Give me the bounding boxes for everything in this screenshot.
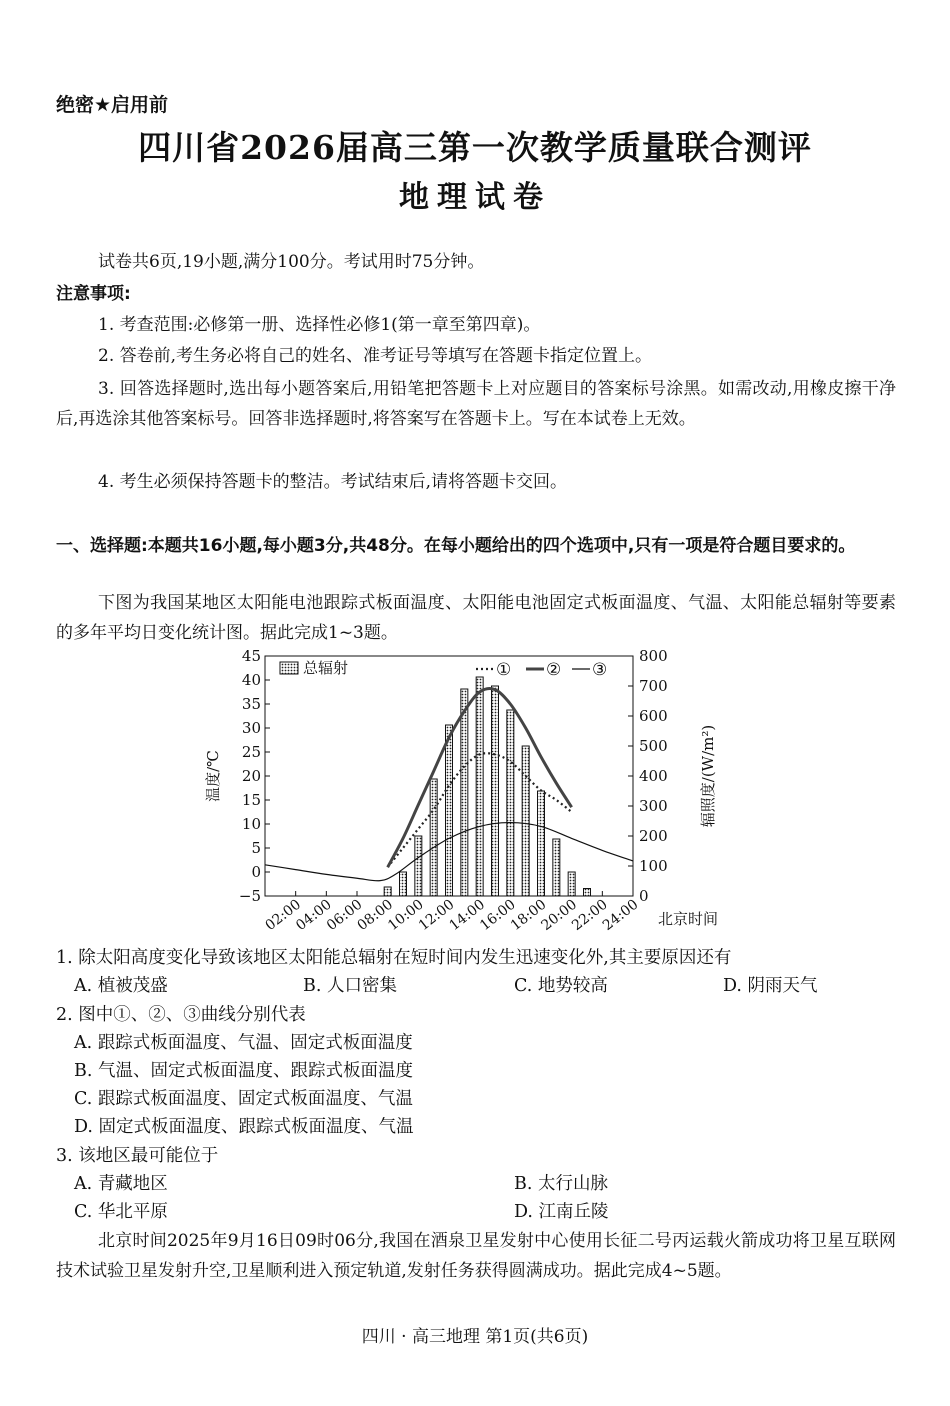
right-tick-label: 0 (639, 887, 649, 905)
passage-4-5: 北京时间2025年9月16日09时06分,我国在酒泉卫星发射中心使用长征二号丙运载火箭成功将卫星互联网技术试验卫星发射升空,卫星顺利进入预定轨道,发射任务获得圆满成功。据此完成4~5题。 (56, 1231, 896, 1281)
radiation-bar (415, 836, 422, 896)
right-tick-label: 800 (639, 648, 668, 665)
q1-option-d: D. 阴雨天气 (723, 976, 818, 996)
q3-option-c: C. 华北平原 (74, 1202, 168, 1222)
q2-option-c: C. 跟踪式板面温度、固定式板面温度、气温 (74, 1089, 413, 1109)
page-footer: 四川 · 高三地理 第1页(共6页) (361, 1327, 589, 1347)
note-item-2: 2. 答卷前,考生务必将自己的姓名、准考证号等填写在答题卡指定位置上。 (98, 346, 653, 366)
legend-bar-label: 总辐射 (303, 659, 349, 677)
q1-option-a: A. 植被茂盛 (74, 976, 168, 996)
radiation-bar (507, 710, 514, 896)
x-tick-label: 10:00 (385, 896, 427, 934)
q1-option-c: C. 地势较高 (514, 976, 608, 996)
confidential-label: 绝密★启用前 (56, 94, 169, 116)
left-tick-label: −5 (238, 887, 261, 905)
q3-option-a: A. 青藏地区 (74, 1174, 168, 1194)
question-2: 2. 图中①、②、③曲线分别代表 (56, 1005, 306, 1025)
exam-title: 四川省2026届高三第一次教学质量联合测评 (138, 128, 812, 167)
x-tick-label: 20:00 (538, 896, 581, 934)
left-tick-label: 15 (241, 791, 261, 809)
right-tick-label: 700 (639, 677, 668, 695)
left-tick-label: 40 (241, 671, 261, 689)
question-3: 3. 该地区最可能位于 (56, 1146, 219, 1166)
notes-heading: 注意事项: (56, 284, 131, 304)
radiation-bar (522, 746, 529, 896)
right-tick-label: 200 (639, 827, 668, 845)
x-tick-label: 16:00 (477, 896, 519, 934)
q3-option-d: D. 江南丘陵 (514, 1202, 609, 1222)
note-item-4: 4. 考生必须保持答题卡的整洁。考试结束后,请将答题卡交回。 (98, 472, 568, 492)
left-tick-label: 20 (241, 767, 261, 785)
question-stem-1-3: 下图为我国某地区太阳能电池跟踪式板面温度、太阳能电池固定式板面温度、气温、太阳能总辐射等要素的多年平均日变化统计图。据此完成1~3题。 (56, 593, 896, 643)
right-tick-label: 600 (639, 707, 668, 725)
section-heading: 一、选择题:本题共16小题,每小题3分,共48分。在每小题给出的四个选项中,只有一项是符合题目要求的。 (56, 536, 856, 556)
radiation-bar (568, 872, 575, 896)
x-tick-label: 08:00 (354, 896, 397, 934)
q2-option-a: A. 跟踪式板面温度、气温、固定式板面温度 (74, 1033, 413, 1053)
left-tick-label: 30 (241, 719, 261, 737)
legend-line-label-2: ② (546, 660, 562, 680)
radiation-bar (492, 686, 499, 896)
x-tick-label: 02:00 (262, 896, 305, 934)
x-axis-title: 北京时间 (658, 910, 719, 928)
right-tick-label: 300 (639, 797, 668, 815)
x-tick-label: 04:00 (293, 896, 335, 934)
left-tick-label: 35 (241, 695, 261, 713)
note-item-3: 3. 回答选择题时,选出每小题答案后,用铅笔把答题卡上对应题目的答案标号涂黑。如需改动,用橡皮擦干净后,再选涂其他答案标号。回答非选择题时,将答案写在答题卡上。写在本试卷上无效。 (56, 379, 896, 429)
radiation-bar (384, 887, 391, 896)
radiation-bar (553, 839, 560, 896)
radiation-bar (400, 872, 407, 896)
left-tick-label: 5 (251, 839, 261, 857)
radiation-bar (476, 677, 483, 896)
radiation-bar (430, 779, 437, 896)
q2-option-d: D. 固定式板面温度、跟踪式板面温度、气温 (74, 1117, 414, 1137)
note-item-1: 1. 考查范围:必修第一册、选择性必修1(第一章至第四章)。 (98, 315, 541, 335)
x-tick-label: 12:00 (415, 896, 458, 934)
x-tick-label: 18:00 (507, 896, 550, 934)
solar-chart (200, 648, 760, 938)
y-axis-left-title: 温度/℃ (204, 750, 222, 802)
left-tick-label: 10 (241, 815, 261, 833)
right-tick-label: 400 (639, 767, 668, 785)
left-tick-label: 25 (241, 743, 261, 761)
radiation-bar (446, 725, 453, 896)
y-axis-right-title: 辐照度/(W/m²) (699, 724, 717, 828)
subject-title: 地理试卷 (399, 180, 551, 215)
legend-line-label-3: ③ (592, 660, 608, 680)
exam-intro: 试卷共6页,19小题,满分100分。考试用时75分钟。 (98, 252, 485, 272)
x-tick-label: 22:00 (569, 896, 611, 934)
right-tick-label: 500 (639, 737, 668, 755)
x-tick-label: 24:00 (599, 896, 642, 934)
right-tick-label: 100 (639, 857, 668, 875)
left-tick-label: 0 (251, 863, 261, 881)
x-tick-label: 06:00 (323, 896, 366, 934)
q2-option-b: B. 气温、固定式板面温度、跟踪式板面温度 (74, 1061, 413, 1081)
q3-option-b: B. 太行山脉 (514, 1174, 608, 1194)
q1-option-b: B. 人口密集 (303, 976, 397, 996)
question-1: 1. 除太阳高度变化导致该地区太阳能总辐射在短时间内发生迅速变化外,其主要原因还有 (56, 948, 732, 968)
radiation-bar (584, 889, 591, 897)
radiation-bar (461, 689, 468, 896)
legend-bar-swatch (280, 662, 298, 674)
legend-line-label-1: ① (496, 660, 512, 680)
x-tick-label: 14:00 (446, 896, 489, 934)
radiation-bar (538, 791, 545, 896)
left-tick-label: 45 (241, 648, 261, 665)
